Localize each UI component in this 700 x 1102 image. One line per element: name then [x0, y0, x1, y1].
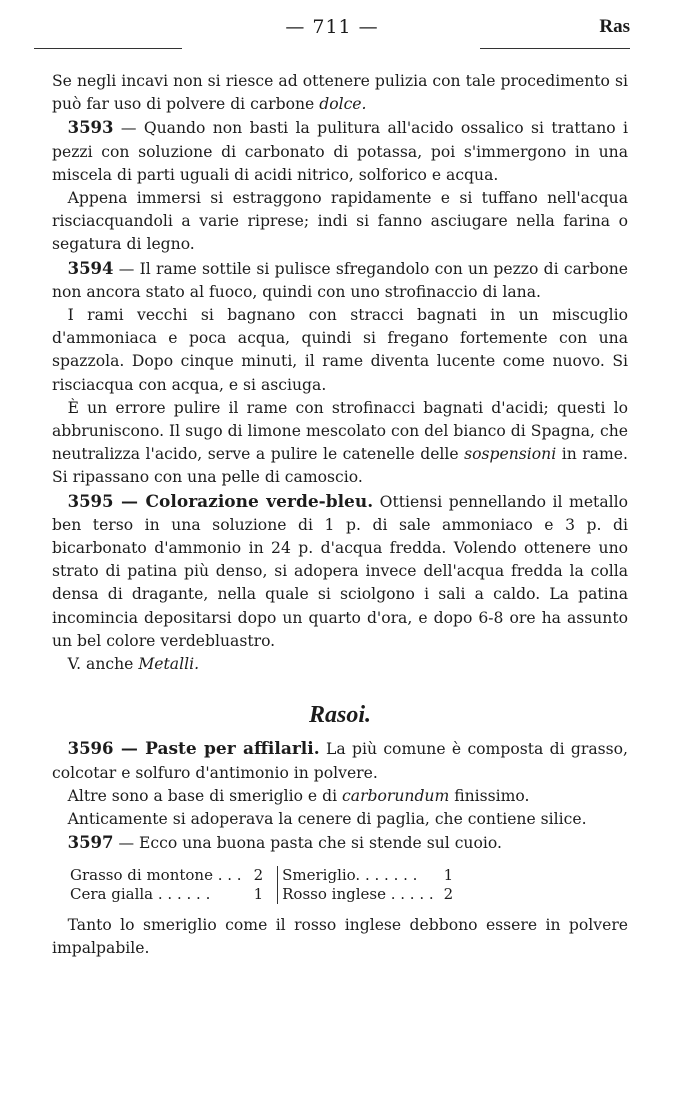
- paragraph: Appena immersi si estraggono rapidamente e si tuffano nell'acqua risciacquandoli a varie riprese; indi si fanno asciugare nella farina o segatura di legno.: [52, 189, 628, 254]
- table-row: [64, 866, 467, 885]
- entry-3595: 3595 — Colorazione verde-bleu. Ottiensi pennellando il metallo ben terso in una soluzione di 1 p. di sale ammoniaco e 3 p. di bicarbonato d'ammonio in 24 p. d'acqua fredda. Volendo ottenere uno strato di patina più denso, si adopera invece dell'acqua fredda la colla densa di dragante, nella quale si sciolgono i sali a caldo. La patina incomincia depositarsi dopo un quarto d'ora, e dopo 6-8 ore ha assunto un bel colore verdebluastro.: [52, 491, 628, 650]
- entry-3593: 3593 — Quando non basti la pulitura all'acido ossalico si trattano i pezzi con soluzione di carbonato di potassa, poi s'immergono in una miscela di parti uguali di acidi nitrico, solforico e acqua.: [52, 118, 628, 184]
- entry-number: 3597: [67, 833, 114, 853]
- page-body: [52, 70, 628, 960]
- quantity: 2: [443, 884, 454, 903]
- header-rule-left: [34, 48, 182, 49]
- entry-3594: 3594 — Il rame sottile si pulisce sfregandolo con un pezzo di carbone non ancora stato al fuoco, quindi con uno strofinaccio di lana.: [52, 258, 628, 301]
- paragraph: Tanto lo smeriglio come il rosso inglese debbono essere in polvere impalpabile.: [52, 915, 628, 957]
- paragraph: Anticamente si adoperava la cenere di paglia, che contiene silice.: [67, 810, 587, 829]
- quantity: 1: [253, 884, 264, 903]
- ingredient: Grasso di montone . . .: [70, 865, 242, 884]
- entry-heading: — Paste per affilarli.: [113, 739, 320, 760]
- page-header: [34, 12, 630, 52]
- entry-number: 3594: [67, 258, 114, 278]
- section-title: Rasoi.: [308, 702, 371, 729]
- paragraph: V. anche Metalli.: [67, 655, 200, 674]
- paragraph: Se negli incavi non si riesce ad ottenere pulizia con tale procedimento si può far uso di polvere di carbone dolce.: [52, 72, 628, 114]
- ingredient: Rosso inglese . . . . .: [278, 885, 438, 904]
- header-rule-right: [480, 48, 630, 49]
- entry-3596: 3596 — Paste per affilarli. La più comune è composta di grasso, colcotar e solfuro d'antimonio in polvere.: [52, 739, 629, 782]
- running-title: Ras: [599, 16, 630, 37]
- entry-number: 3596: [67, 739, 114, 759]
- paragraph: È un errore pulire il rame con strofinacci bagnati d'acidi; questi lo abbruniscono. Il sugo di limone mescolato con del bianco di Spagna, che neutralizza l'acido, serve a pulire le catenelle delle sospensioni in rame. Si ripassano con una pelle di camoscio.: [52, 398, 628, 487]
- ingredient: Cera gialla . . . . . .: [70, 884, 211, 903]
- recipe-table: [64, 866, 467, 904]
- entry-number: 3595: [67, 491, 114, 511]
- entry-number: 3593: [67, 118, 114, 138]
- table-row: [64, 885, 467, 904]
- ingredient: Smeriglio. . . . . . .: [278, 866, 438, 885]
- page-number: — 711 —: [285, 16, 379, 38]
- entry-heading: — Colorazione verde-bleu.: [113, 491, 374, 512]
- quantity: 1: [443, 865, 454, 884]
- paragraph: I rami vecchi si bagnano con stracci bagnati in un miscuglio d'ammoniaca e poca acqua, quindi si fregano fortemente con una spazzola. Dopo cinque minuti, il rame diventa lucente come nuovo. Si risciacqua con acqua, e si asciuga.: [52, 306, 628, 394]
- entry-3597: 3597 — Ecco una buona pasta che si stende sul cuoio.: [67, 833, 502, 853]
- quantity: 2: [253, 865, 264, 884]
- paragraph: Altre sono a base di smeriglio e di carborundum finissimo.: [67, 786, 530, 805]
